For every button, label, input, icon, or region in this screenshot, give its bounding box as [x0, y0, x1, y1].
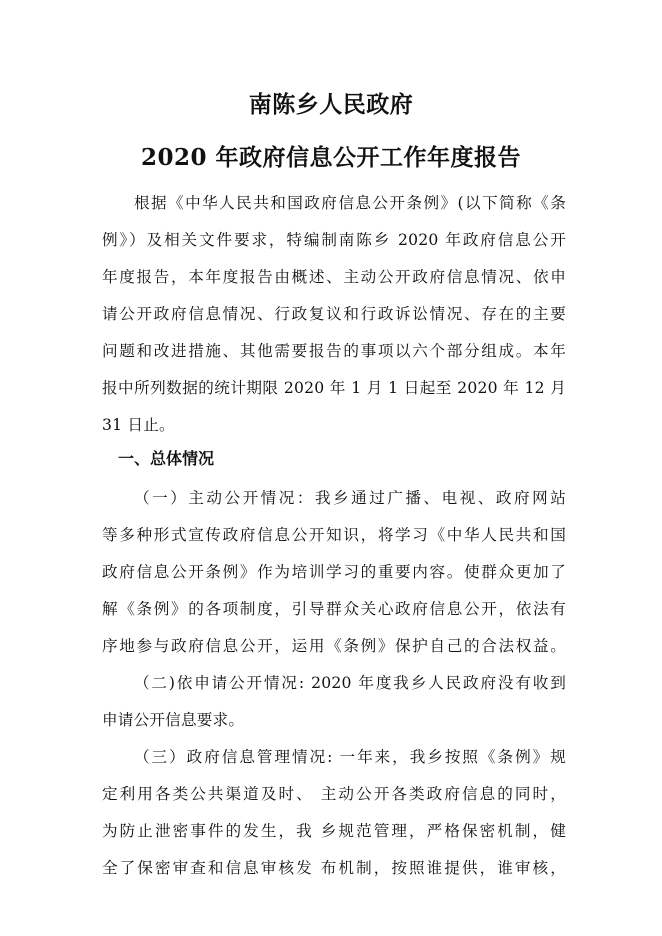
paragraph-line: 为防止泄密事件的发生，我 乡规范管理，严格保密机制，健: [102, 822, 566, 840]
paragraph-line: （三）政府信息管理情况: 一年来，我乡按照《条例》规: [134, 748, 566, 766]
paragraph-line: 解《条例》的各项制度，引导群众关心政府信息公开，依法有: [102, 600, 566, 618]
section-heading: 一、总体情况: [118, 449, 215, 468]
document-title-line1: 南陈乡人民政府: [248, 91, 414, 118]
intro-line: 请公开政府信息情况、行政复议和行政诉讼情况、存在的主要: [102, 305, 566, 323]
intro-line: 问题和改进措施、其他需要报告的事项以六个部分组成。本年: [102, 342, 566, 360]
paragraph-line: （一）主动公开情况：我乡通过广播、电视、政府网站: [134, 489, 566, 507]
paragraph-line: 申请公开信息要求。: [102, 711, 245, 729]
paragraph-line: 定利用各类公共渠道及时、 主动公开各类政府信息的同时，: [102, 785, 566, 803]
paragraph-line: 全了保密审查和信息审核发 布机制，按照谁提供，谁审核，: [102, 859, 566, 877]
intro-line: 报中所列数据的统计期限 2020 年 1 月 1 日起至 2020 年 12 月: [102, 379, 566, 397]
paragraph-line: 等多种形式宣传政府信息公开知识，将学习《中华人民共和国: [102, 526, 566, 544]
intro-line: 根据《中华人民共和国政府信息公开条例》(以下简称《条: [134, 194, 566, 212]
paragraph-line: （二)依申请公开情况: 2020 年度我乡人民政府没有收到: [134, 674, 566, 692]
paragraph-line: 政府信息公开条例》作为培训学习的重要内容。使群众更加了: [102, 563, 566, 581]
document-title-line2: 2020 年政府信息公开工作年度报告: [140, 144, 522, 171]
intro-line: 31 日止。: [102, 416, 175, 434]
intro-line: 例》）及相关文件要求，特编制南陈乡 2020 年政府信息公开: [102, 231, 566, 249]
intro-line: 年度报告，本年度报告由概述、主动公开政府信息情况、依申: [102, 268, 566, 286]
paragraph-line: 序地参与政府信息公开，运用《条例》保护自己的合法权益。: [102, 637, 566, 655]
